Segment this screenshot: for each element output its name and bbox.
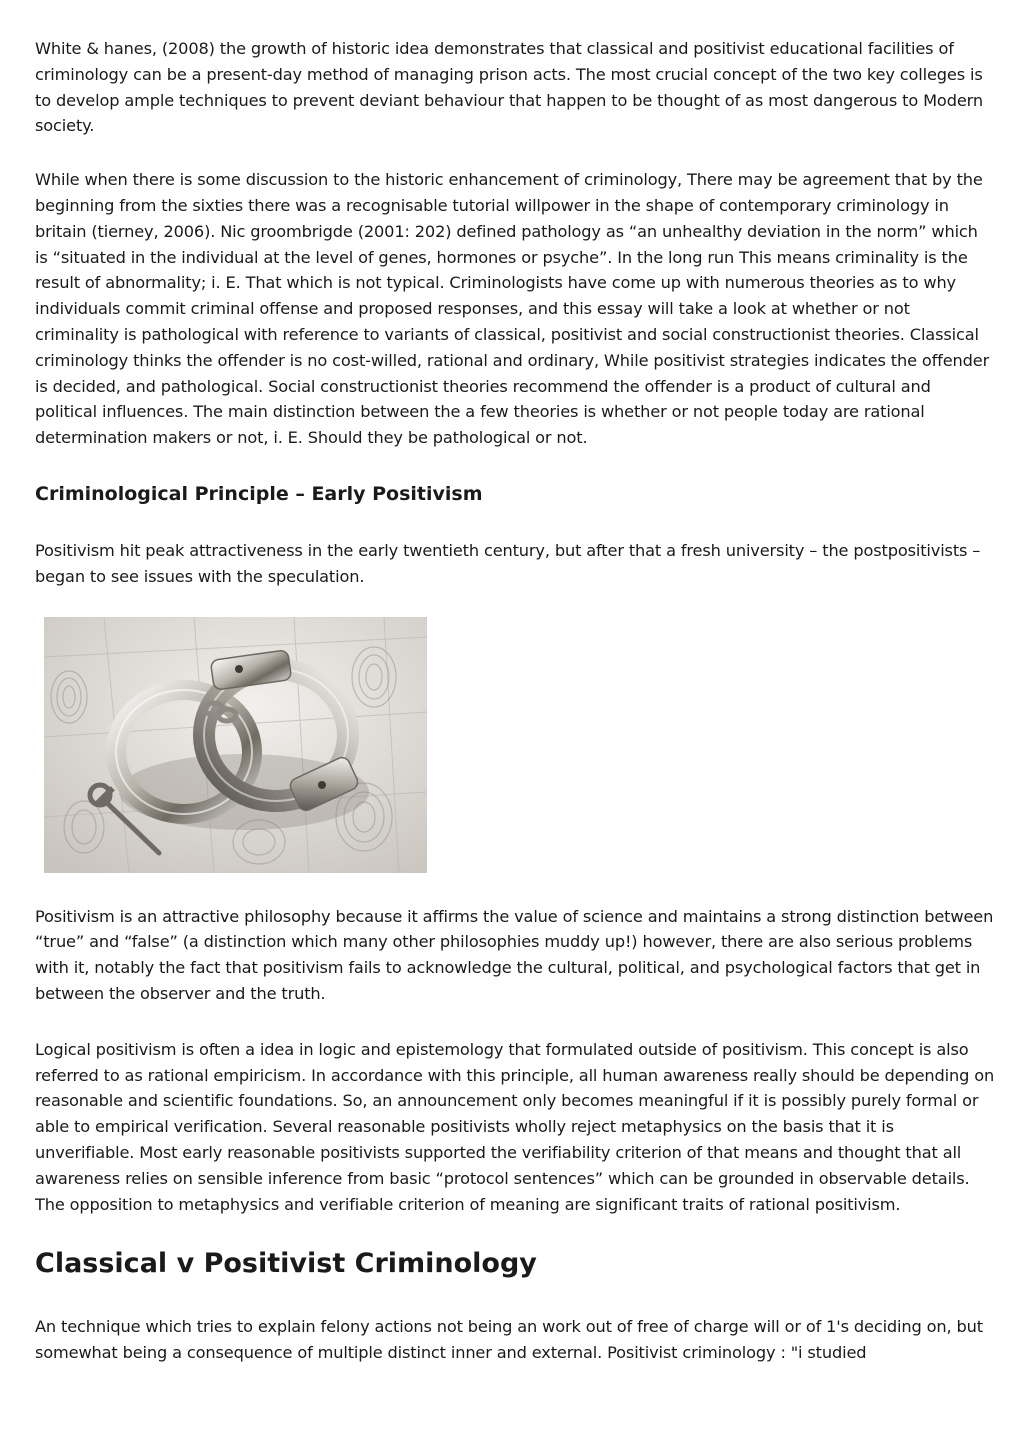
section-heading-classical-v-positivist: Classical v Positivist Criminology bbox=[35, 1248, 537, 1280]
paragraph-positivism-philosophy: Positivism is an attractive philosophy because it affirms the value of science and maintains a strong distinction between “true” and “false” (a distinction which many other philosophies muddy up!) however, there are also serious problems with it, notably the fact that positivism fails to acknowledge the cultural, political, and psychological factors that get in between the observer and the truth. bbox=[35, 906, 994, 1003]
handcuffs-icon bbox=[44, 617, 427, 873]
paragraph-positivist-criminology: An technique which tries to explain felony actions not being an work out of free of charge will or of 1's deciding on, but somewhat being a consequence of multiple distinct inner and external. Positivist criminology : "i studied bbox=[35, 1317, 983, 1363]
paragraph-intro: White & hanes, (2008) the growth of historic idea demonstrates that classical and positivist educational facilities of criminology can be a present-day method of managing prison acts. The most crucial concept of the two key colleges is to develop ample techniques to prevent deviant behaviour that happen to be thought of as most dangerous to Modern society. bbox=[35, 39, 983, 136]
document-page bbox=[35, 36, 995, 1366]
paragraph-positivism-peak: Positivism hit peak attractiveness in the early twentieth century, but after that a fresh university – the postpositivists – began to see issues with the speculation. bbox=[35, 540, 981, 586]
section-heading-early-positivism: Criminological Principle – Early Positivism bbox=[35, 482, 483, 505]
paragraph-pathology: While when there is some discussion to the historic enhancement of criminology, There may be agreement that by the beginning from the sixties there was a recognisable tutorial willpower in the shape of contemporary criminology in britain (tierney, 2006). Nic groombrigde (2001: 202) defined pathology as “an unhealthy deviation in the norm” which is “situated in the individual at the level of genes, hormones or psyche”. In the long run This means criminality is the result of abnormality; i. E. That which is not typical. Criminologists have come up with numerous theories as to why individuals commit criminal offense and proposed responses, and this essay will take a look at whether or not criminality is pathological with reference to variants of classical, positivist and social constructionist theories. Classical criminology thinks the offender is no cost-willed, rational and ordinary, While positivist strategies indicates the offender is decided, and pathological. Social constructionist theories recommend the offender is a product of cultural and political influences. The main distinction between the a few theories is whether or not people today are rational determination makers or not, i. E. Should they be pathological or not. bbox=[35, 170, 990, 448]
handcuffs-photo bbox=[44, 617, 427, 873]
paragraph-logical-positivism: Logical positivism is often a idea in logic and epistemology that formulated outside of positivism. This concept is also referred to as rational empiricism. In accordance with this principle, all human awareness really should be depending on reasonable and scientific foundations. So, an announcement only becomes meaningful if it is possibly purely formal or able to empirical verification. Several reasonable positivists wholly reject metaphysics on the basis that it is unverifiable. Most early reasonable positivists supported the verifiability criterion of that means and thought that all awareness relies on sensible inference from basic “protocol sentences” which can be grounded in observable details. The opposition to metaphysics and verifiable criterion of meaning are significant traits of rational positivism. bbox=[35, 1039, 995, 1214]
